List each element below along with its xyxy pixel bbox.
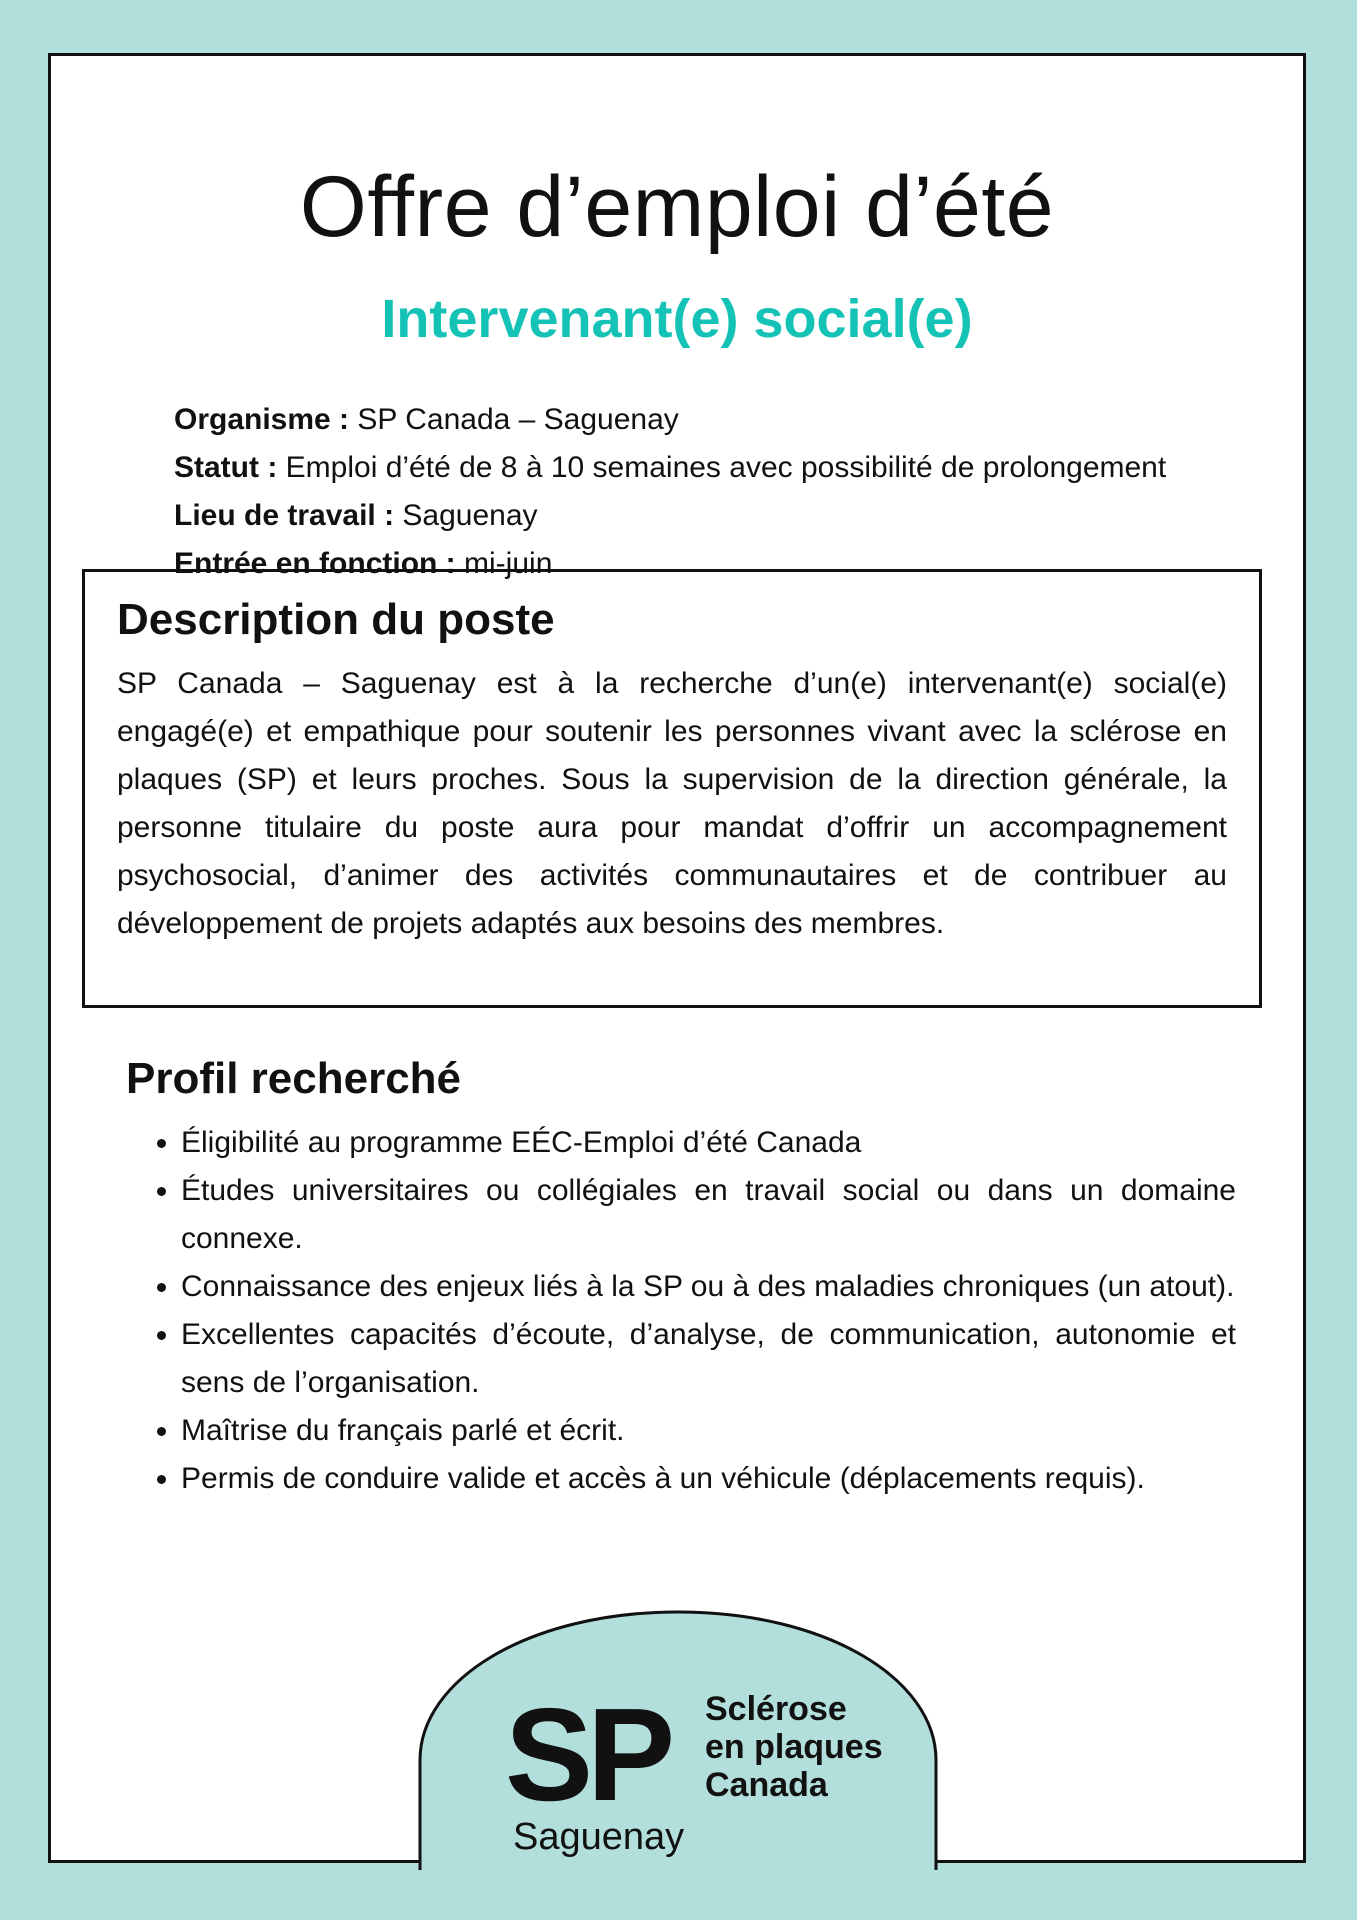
- meta-value: Saguenay: [402, 499, 538, 532]
- list-item: • Études universitaires ou collégiales en travail social ou dans un domaine connexe.: [181, 1167, 1236, 1263]
- logo-line-2: en plaques: [705, 1728, 883, 1766]
- list-item: • Excellentes capacités d’écoute, d’analyse, de communication, autonomie et sens de l’organisation.: [181, 1311, 1236, 1407]
- meta-label: Statut :: [174, 451, 278, 484]
- description-heading: Description du poste: [117, 595, 555, 644]
- profile-section: [126, 1054, 1236, 1503]
- sp-canada-logo: [505, 1692, 905, 1862]
- description-box: [82, 569, 1262, 1008]
- job-posting-card: [48, 53, 1306, 1863]
- meta-location: [174, 492, 1284, 540]
- meta-value: mi-juin: [464, 547, 553, 580]
- list-item: • Éligibilité au programme EÉC-Emploi d’été Canada: [181, 1119, 1236, 1167]
- meta-label: Entrée en fonction :: [174, 547, 456, 580]
- page-title: Offre d’emploi d’été: [299, 159, 1055, 255]
- logo-line-1: Sclérose: [705, 1692, 847, 1728]
- description-text: SP Canada – Saguenay est à la recherche d’un(e) intervenant(e) social(e) engagé(e) et empathique pour soutenir les personnes vivant avec la sclérose en plaques (SP) et leurs proches. Sous la supervision de la direction générale, la personne titulaire du poste aura pour mandat d’offrir un accompagnement psychosocial, d’animer des activités communautaires et de contribuer au développement de projets adaptés aux besoins des membres.: [117, 667, 1227, 940]
- job-meta: [174, 396, 1284, 588]
- list-item: • Connaissance des enjeux liés à la SP ou à des maladies chroniques (un atout).: [181, 1263, 1236, 1311]
- logo-region: Saguenay: [513, 1816, 685, 1858]
- list-item: • Permis de conduire valide et accès à un véhicule (déplacements requis).: [181, 1455, 1236, 1503]
- job-title: Intervenant(e) social(e): [381, 289, 973, 349]
- meta-label: Lieu de travail :: [174, 499, 395, 532]
- meta-value: SP Canada – Saguenay: [357, 403, 679, 436]
- logo-line-3: Canada: [705, 1766, 828, 1804]
- profile-list: [126, 1119, 1236, 1503]
- meta-value: Emploi d’été de 8 à 10 semaines avec possibilité de prolongement: [285, 451, 1167, 484]
- profile-heading: Profil recherché: [126, 1054, 462, 1103]
- logo-mark: SP: [505, 1692, 670, 1828]
- meta-organization: [174, 396, 1284, 444]
- list-item: • Maîtrise du français parlé et écrit.: [181, 1407, 1236, 1455]
- meta-status: [174, 444, 1284, 492]
- meta-label: Organisme :: [174, 403, 350, 436]
